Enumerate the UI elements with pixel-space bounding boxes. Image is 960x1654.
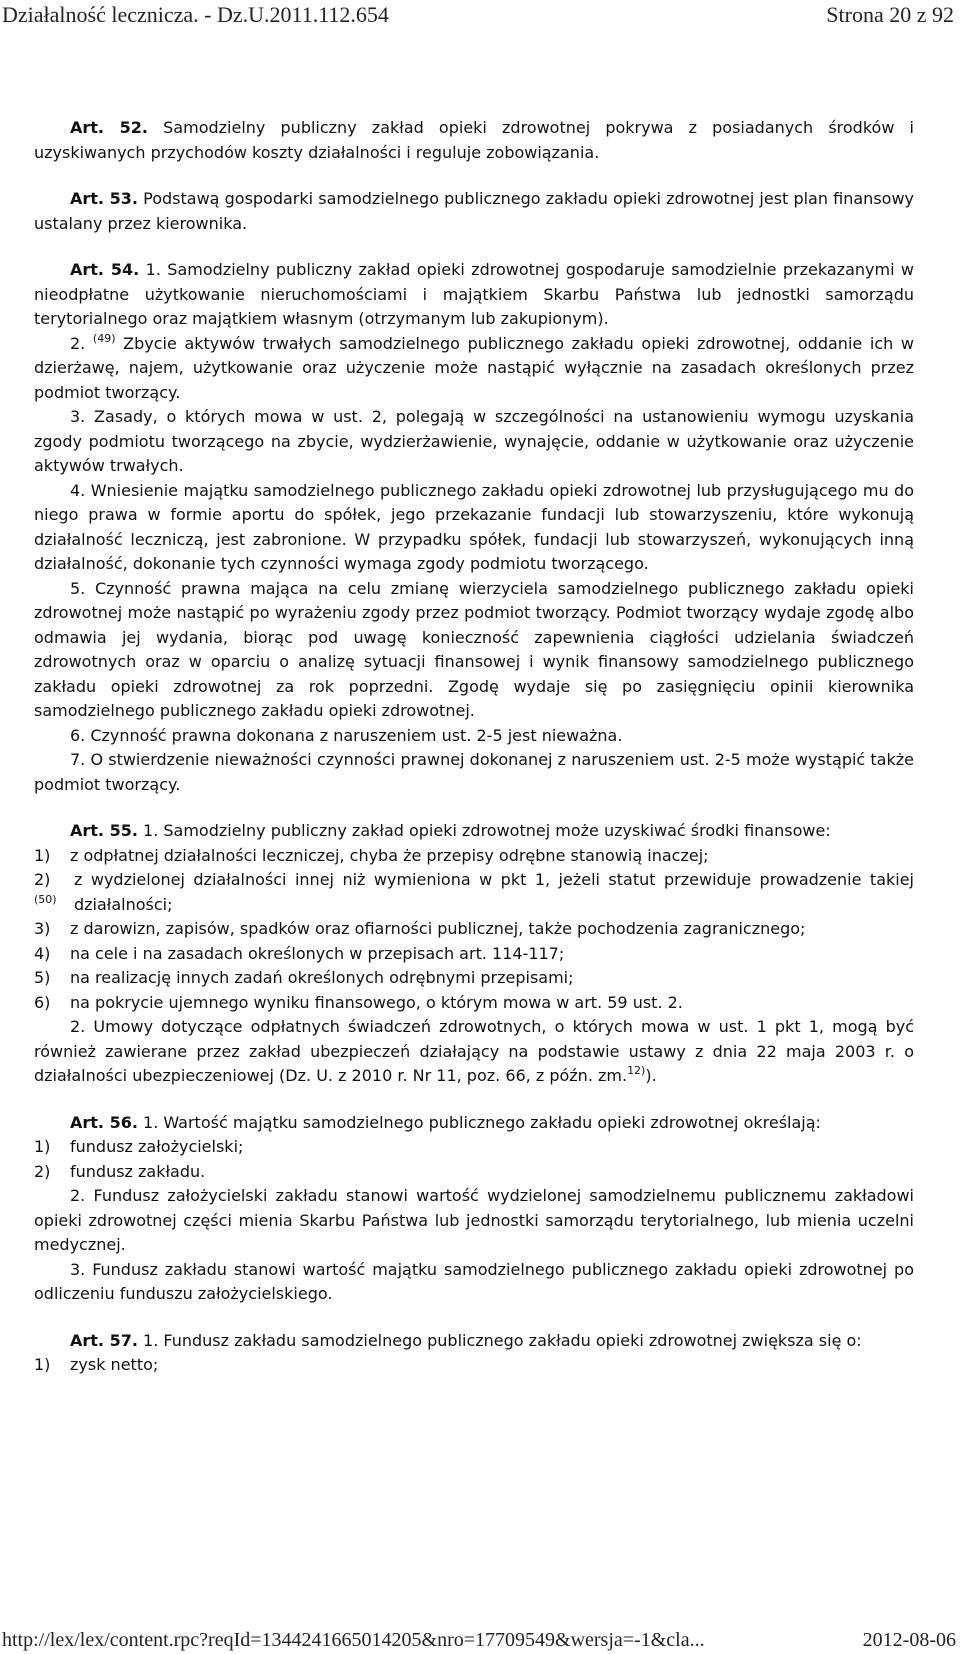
paragraph: 3. Fundusz zakładu stanowi wartość majątku samodzielnego publicznego zakładu opieki zdrowotnej po odliczeniu funduszu założycielskiego. [34,1259,914,1303]
article-52 [34,116,914,165]
article-text: 1. Samodzielny publiczny zakład opieki zdrowotnej może uzyskiwać środki finansowe: [143,821,831,840]
article-label: Art. 56. [70,1112,138,1132]
document-body [34,116,914,1378]
article-text: Podstawą gospodarki samodzielnego publicznego zakładu opieki zdrowotnej jest plan finansowy ustalany przez kierownika. [34,189,914,233]
paragraph: 2. $^{(49)}$ Zbycie aktywów trwałych samodzielnego publicznego zakładu opieki zdrowotnej, oddanie ich w dzierżawę, najem, użytkowanie oraz użyczenie może nastąpić wyłącznie na zasadach określonych przez podmiot tworzący. [34,331,914,402]
list-item: 6) na pokrycie ujemnego wyniku finansowego, o którym mowa w art. 59 ust. 2. [34,992,683,1012]
list-item: 2) $^{(50)}$ z wydzielonej działalności innej niż wymieniona w pkt 1, jeżeli statut przewiduje prowadzenie takiej działalności; [34,870,914,914]
footnote-ref: 12) [627,1064,646,1077]
paragraph: 2. Umowy dotyczące odpłatnych świadczeń zdrowotnych, o których mowa w ust. 1 pkt 1, mogą być również zawierane przez zakład ubezpieczeń działający na podstawie ustawy z dnia 22 maja 2003 r. o działalności ubezpieczeniowej (Dz. U. z 2010 r. Nr 11, poz. 66, z późn. zm.$^{12)}$). [34,1017,914,1085]
list-item: 5) na realizację innych zadań określonych odrębnymi przepisami; [34,968,574,987]
footnote-ref: (49) [92,331,116,345]
page-header [0,0,960,34]
article-text: Samodzielny publiczny zakład opieki zdrowotnej pokrywa z posiadanych środków i uzyskiwanych przychodów koszty działalności i reguluje zobowiązania. [34,118,915,162]
paragraph: 2. Fundusz założycielski zakładu stanowi wartość wydzielonej samodzielnemu publicznemu zakładowi opieki zdrowotnej części mienia Skarbu Państwa lub jednostki samorządu terytorialnego, lub mienia uczelni medycznej. [34,1186,914,1254]
article-text: 1. Fundusz zakładu samodzielnego publicznego zakładu opieki zdrowotnej zwiększa się o: [143,1330,862,1350]
article-label: Art. 52. [70,118,148,137]
list-item: 1) z odpłatnej działalności leczniczej, chyba że przepisy odrębne stanowią inaczej; [34,845,709,865]
article-label: Art. 55. [70,821,138,840]
article-56 [34,1111,914,1136]
list-item: 4) na cele i na zasadach określonych w przepisach art. 114-117; [34,943,565,963]
article-57 [34,1329,914,1354]
article-54 [34,258,914,332]
paragraph: 7. O stwierdzenie nieważności czynności prawnej dokonanej z naruszeniem ust. 2-5 może wystąpić także podmiot tworzący. [34,750,914,794]
article-label: Art. 57. [70,1330,138,1350]
list-item: 1) zysk netto; [34,1355,159,1374]
paragraph: 5. Czynność prawna mająca na celu zmianę wierzyciela samodzielnego publicznego zakładu opieki zdrowotnej może nastąpić po wyrażeniu zgody przez podmiot tworzący. Podmiot tworzący wydaje zgodę albo odmawia jej wydania, biorąc pod uwagę konieczność zapewnienia ciągłości udzielania świadczeń zdrowotnych oraz w oparciu o analizę sytuacji finansowej i wynik finansowy samodzielnego publicznego zakładu opieki zdrowotnej za rok poprzedni. Zgodę wydaje się po zasięgnięciu opinii kierownika samodzielnego publicznego zakładu opieki zdrowotnej. [34,578,914,720]
paragraph: 3. Zasady, o których mowa w ust. 2, polegają w szczególności na ustanowieniu wymogu uzyskania zgody podmiotu tworzącego na zbycie, wydzierżawienie, wynajęcie, oddanie w użytkowanie oraz użyczenie aktywów trwałych. [34,407,914,475]
list-item: 2) fundusz zakładu. [34,1161,206,1181]
document-title: Działalność lecznicza. - Dz.U.2011.112.654 [2,2,389,27]
page-footer [0,1626,960,1654]
list-item: 3) z darowizn, zapisów, spadków oraz ofiarności publicznej, także pochodzenia zagranicznego; [34,919,806,938]
source-url: http://lex/lex/content.rpc?reqId=1344241665014205&nro=17709549&wersja=-1&cla... [2,1629,705,1651]
article-label: Art. 53. [70,189,138,208]
page-number: Strona 20 z 92 [826,2,954,27]
paragraph: 6. Czynność prawna dokonana z naruszeniem ust. 2-5 jest nieważna. [70,725,623,745]
article-53 [34,187,914,236]
footnote-ref: (50) [34,892,57,906]
article-text: 1. Samodzielny publiczny zakład opieki zdrowotnej gospodaruje samodzielnie przekazanymi w nieodpłatne użytkowanie nieruchomościami i majątkiem Skarbu Państwa lub jednostki samorządu terytorialnego oraz majątkiem własnym (otrzymanym lub zakupionym). [34,260,915,328]
article-label: Art. 54. [70,260,140,279]
print-date: 2012-08-06 [862,1629,956,1651]
article-text: 1. Wartość majątku samodzielnego publicznego zakładu opieki zdrowotnej określają: [143,1112,821,1132]
paragraph: 4. Wniesienie majątku samodzielnego publicznego zakładu opieki zdrowotnej lub przysługującego mu do niego prawa w formie aportu do spółek, jego przekazanie fundacji lub stowarzyszeniu, które wykonują działalność leczniczą, jest zabronione. W przypadku spółek, fundacji lub stowarzyszeń, wykonujących inną działalność, dokonanie tych czynności wymaga zgody podmiotu tworzącego. [34,480,914,573]
article-55 [34,819,914,844]
list-item: 1) fundusz założycielski; [34,1137,244,1156]
